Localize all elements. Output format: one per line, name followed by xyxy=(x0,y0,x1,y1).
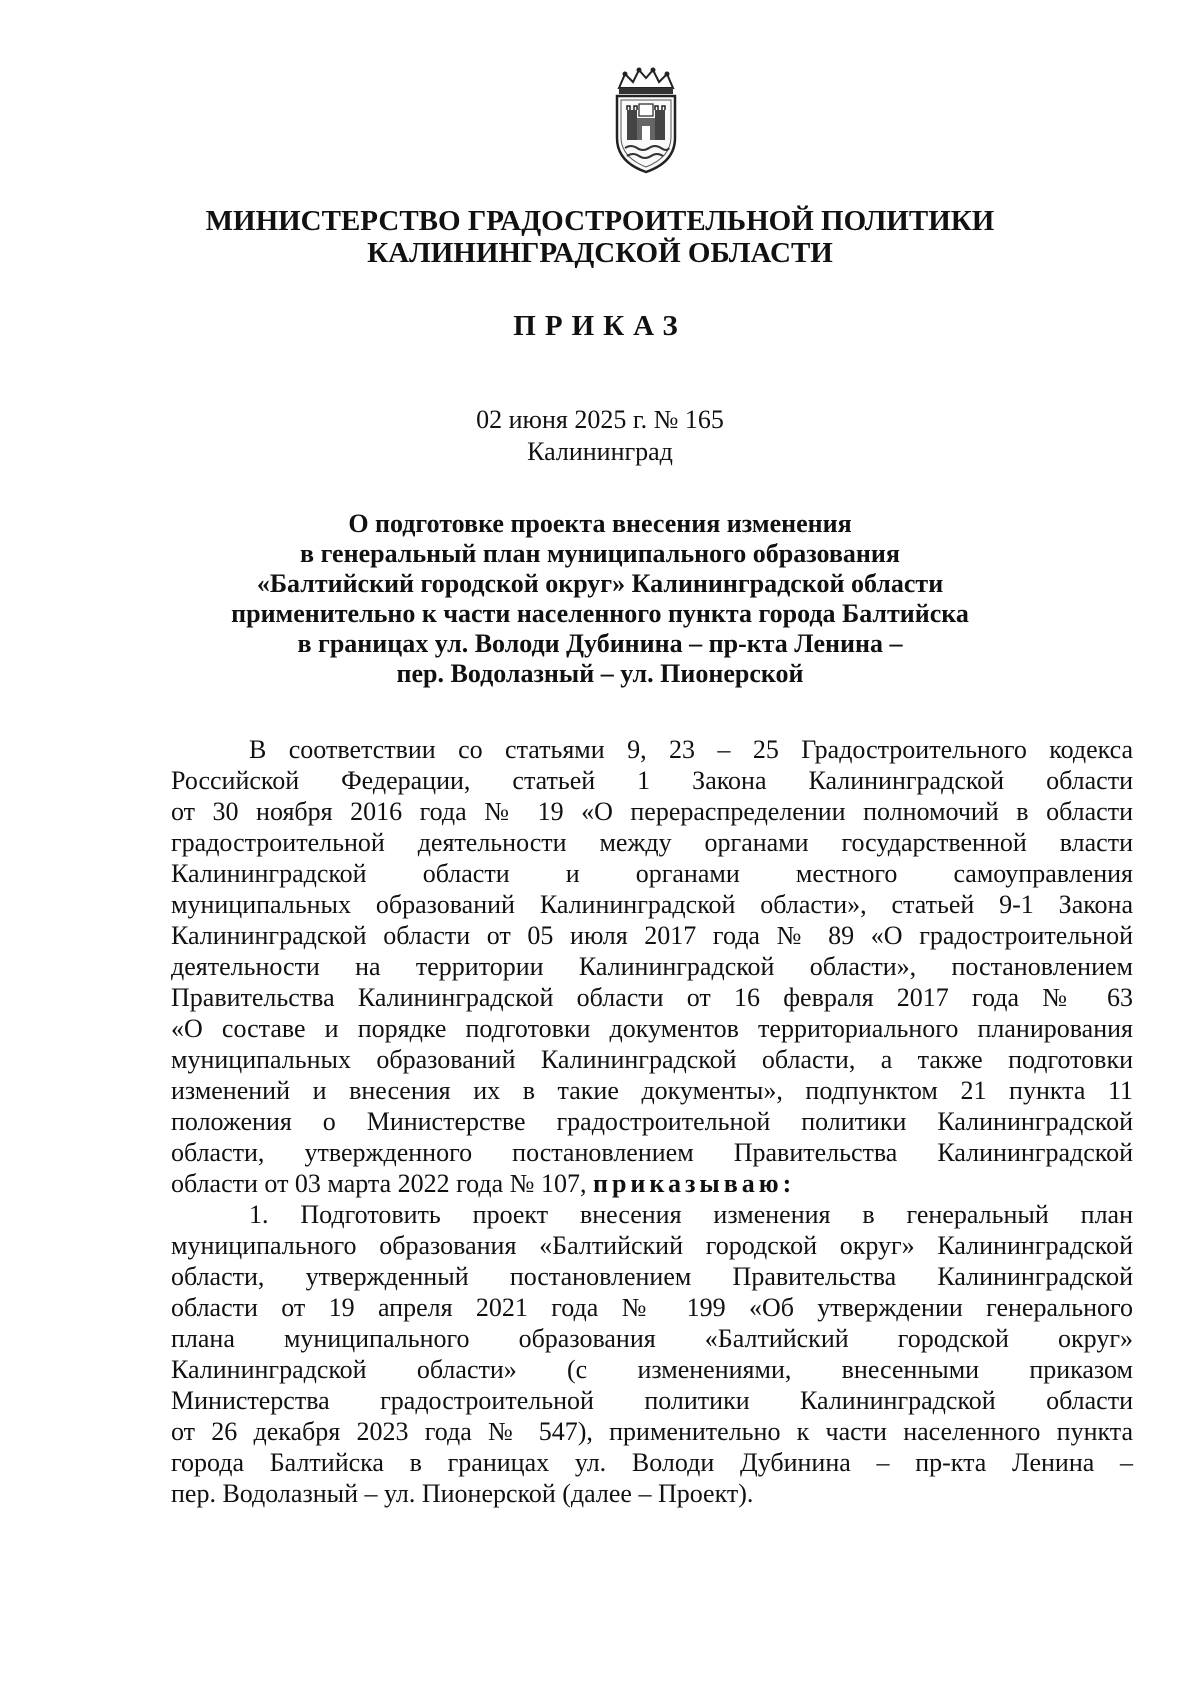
document-type: ПРИКАЗ xyxy=(513,310,687,342)
body-line: Калининградской области и органами местного самоуправления xyxy=(171,859,1133,888)
body-line: муниципальных образований Калининградской области», статьей 9-1 Закона xyxy=(171,890,1133,919)
body-line-text: области от 03 марта 2022 года № 107, xyxy=(171,1169,587,1198)
body-line: области, утвержденный постановлением Правительства Калининградской xyxy=(171,1262,1133,1291)
body-line: градостроительной деятельности между органами государственной власти xyxy=(171,828,1133,857)
body-line: области, утвержденного постановлением Правительства Калининградской xyxy=(171,1138,1133,1167)
order-subject xyxy=(0,509,1200,689)
date-and-number: 02 июня 2025 г. № 165 xyxy=(476,405,724,434)
body-line: Правительства Калининградской области от 16 февраля 2017 года № 63 xyxy=(171,983,1133,1012)
body-line: области от 19 апреля 2021 года № 199 «Об утверждении генерального xyxy=(171,1293,1133,1322)
body-line: 1. Подготовить проект внесения изменения в генеральный план xyxy=(249,1200,1133,1229)
body-line: муниципального образования «Балтийский городской округ» Калининградской xyxy=(171,1231,1133,1260)
coat-of-arms-icon xyxy=(603,66,689,178)
body-line: пер. Водолазный – ул. Пионерской (далее – Проект). xyxy=(171,1479,754,1508)
body-line: муниципальных образований Калининградской области, а также подготовки xyxy=(171,1045,1133,1074)
body-line: плана муниципального образования «Балтийский городской округ» xyxy=(171,1324,1133,1353)
subject-line: в границах ул. Володи Дубинина – пр-кта Ленина – xyxy=(297,629,903,658)
body-line: Российской Федерации, статьей 1 Закона Калининградской области xyxy=(171,766,1133,795)
subject-line: применительно к части населенного пункта города Балтийска xyxy=(231,599,969,628)
order-word: приказываю: xyxy=(592,1169,796,1198)
body-line: от 30 ноября 2016 года № 19 «О перераспределении полномочий в области xyxy=(171,797,1133,826)
ministry-title xyxy=(0,205,1200,269)
subject-line: пер. Водолазный – ул. Пионерской xyxy=(396,659,804,688)
body-line-order xyxy=(171,1168,1133,1199)
subject-line: «Балтийский городской округ» Калининградской области xyxy=(256,569,944,598)
subject-line: в генеральный план муниципального образования xyxy=(300,539,900,568)
body-line: деятельности на территории Калининградской области», постановлением xyxy=(171,952,1133,981)
body-line: Министерства градостроительной политики Калининградской области xyxy=(171,1386,1133,1415)
body-line: «О составе и порядке подготовки документов территориального планирования xyxy=(171,1014,1133,1043)
body-line: от 26 декабря 2023 года № 547), применительно к части населенного пункта xyxy=(171,1417,1133,1446)
body-line: Калининградской области» (с изменениями, внесенными приказом xyxy=(171,1355,1133,1384)
ministry-title-line-1: МИНИСТЕРСТВО ГРАДОСТРОИТЕЛЬНОЙ ПОЛИТИКИ xyxy=(205,205,995,237)
city: Калининград xyxy=(527,437,673,466)
ministry-title-line-2: КАЛИНИНГРАДСКОЙ ОБЛАСТИ xyxy=(367,237,833,269)
date-and-number-block xyxy=(0,404,1200,468)
body-line: положения о Министерстве градостроительной политики Калининградской xyxy=(171,1107,1133,1136)
body-line: Калининградской области от 05 июля 2017 года № 89 «О градостроительной xyxy=(171,921,1133,950)
document-body xyxy=(171,734,1133,1509)
body-line: города Балтийска в границах ул. Володи Дубинина – пр-кта Ленина – xyxy=(171,1448,1133,1477)
subject-line: О подготовке проекта внесения изменения xyxy=(348,509,852,538)
body-line: В соответствии со статьями 9, 23 – 25 Градостроительного кодекса xyxy=(249,735,1133,764)
body-line: изменений и внесения их в такие документы», подпунктом 21 пункта 11 xyxy=(171,1076,1133,1105)
